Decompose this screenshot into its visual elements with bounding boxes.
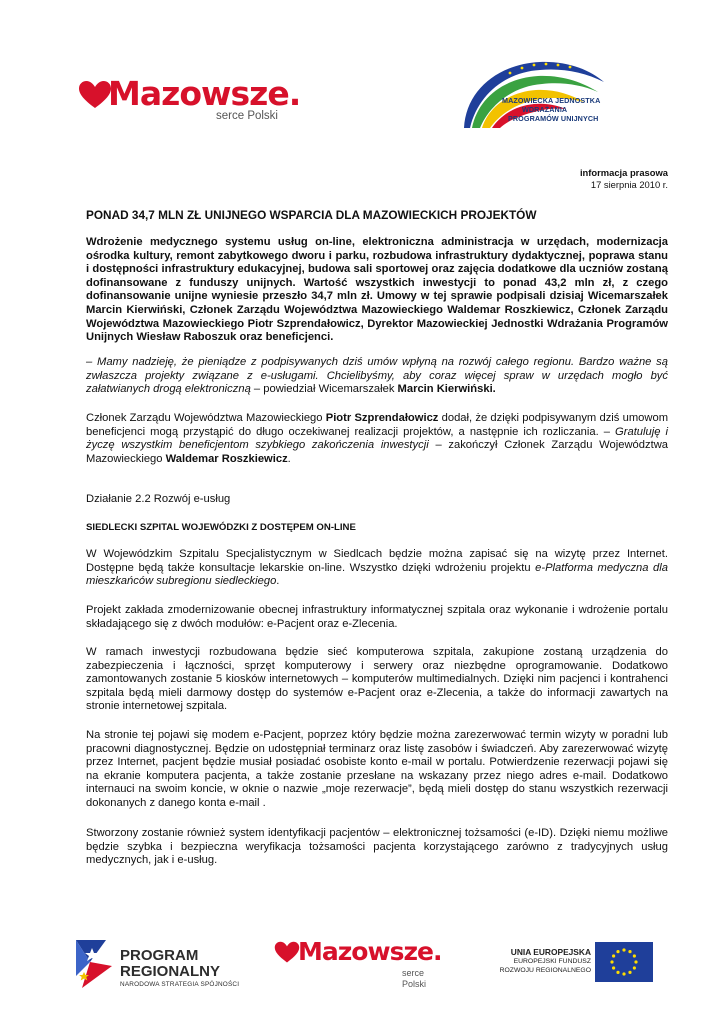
eu-line-2: EUROPEJSKI FUNDUSZ — [513, 958, 591, 965]
mjwpu-name-line1: MAZOWIECKA JEDNOSTKA — [502, 96, 601, 105]
program-line-3: NARODOWA STRATEGIA SPÓJNOŚCI — [120, 981, 240, 988]
mazowsze-tagline: serce Polski — [216, 110, 278, 122]
footer-mazowsze-wordmark: Mazowsze. — [298, 937, 442, 966]
quote-italic: – Mamy nadzieję, że pieniądze z podpisywanych dziś umów wpłyną na rozwój całego regionu. Bardzo ważne są zwłaszcza projekty związane z e-usługami. Chcielibyśmy, aby coraz więcej spraw w urzędach mogło być załatwianych drogą elektroniczną — [86, 356, 668, 396]
footer-heart-icon — [274, 941, 300, 964]
eu-line-3: ROZWOJU REGIONALNEGO — [499, 967, 591, 974]
statement-text-c: – zakończył Członek Zarządu Województwa Mazowieckiego — [86, 439, 668, 465]
statement-text-d: . — [287, 452, 291, 465]
press-info-kind: informacja prasowa — [579, 167, 668, 178]
article-lead: Wdrożenie medycznego systemu usług on-line, elektroniczna administracja w urzędach, modernizacja ośrodka kultury, remont zabytkowego dworu i parku, rozbudowa infrastruktury dydaktycznej, poprawa stanu i dostępności infrastruktury edukacyjnej, budowa sali sportowej oraz zajęcia dodatkowe dla uczniów zostaną dofinansowane z funduszy unijnych. Wartość wszystkich inwestycji to ponad 43,2 mln zł, z czego dofinansowanie unijne wyniesie przeszło 34,7 mln zł. Umowy w tej sprawie podpisali dzisiaj Wicemarszałek Marcin Kierwiński, Członek Zarządu Województwa Mazowieckiego Waldemar Roszkiewicz, Członek Zarządu Województwa Mazowieckiego Piotr Szprendałowicz, Dyrektor Mazowieckiej Jednostki Wdrażania Programów Unijnych Wiesław Raboszuk oraz beneficjenci. — [86, 236, 668, 344]
mazowsze-logo — [78, 74, 301, 126]
hospital-paragraph-1-end: . — [276, 575, 280, 588]
eu-line-1: UNIA EUROPEJSKA — [510, 947, 591, 957]
quote-attribution: – powiedział Wicemarszałek — [250, 383, 398, 396]
project-name: e-Platforma medyczna dla mieszkańców subregionu siedleckiego — [86, 561, 668, 588]
hospital-paragraph-5: Stworzony zostanie również system identyfikacji pacjentów – elektronicznej tożsamości (e-ID). Dzięki niemu możliwe będzie szybka i bezpieczna weryfikacja tożsamości pacjenta korzystającego zarówno z tradycyjnych usług medycznych, jak i e-usług. — [86, 827, 668, 867]
eu-logo — [478, 942, 653, 984]
section-heading: Działanie 2.2 Rozwój e-usług — [86, 493, 231, 505]
footer-mazowsze-tagline: serce Polski — [402, 968, 427, 989]
hospital-paragraph-3: W ramach inwestycji rozbudowana będzie sieć komputerowa szpitala, zakupione zostaną urządzenia do zabezpieczenia i łączności, sprzęt komputerowy i serwery oraz niezbędne oprogramowanie. Dodatkowo zamontowanych zostanie 5 kiosków internetowych – komputerów multimedialnych. Dzięki nim pacjenci i kontrahenci szpitala będą mieli darmowy dostęp do systemów e-Pacjent oraz e-Zlecenia, a także do informacji zawartych na stronie internetowej szpitala. — [86, 646, 668, 713]
press-info-date: 17 sierpnia 2010 r. — [590, 179, 668, 190]
mjwpu-name-line2: WDRAŻANIA — [522, 105, 568, 114]
statement-paragraph — [86, 412, 668, 466]
quote-speaker: Marcin Kierwiński. — [397, 383, 496, 396]
mjwpu-logo — [458, 54, 608, 130]
press-info — [580, 167, 668, 191]
quote-paragraph — [86, 356, 668, 397]
section-subtitle: SIEDLECKI SZPITAL WOJEWÓDZKI Z DOSTĘPEM ON-LINE — [86, 522, 356, 533]
hospital-paragraph-1-text: W Wojewódzkim Szpitalu Specjalistycznym w Siedlcach będzie można zapisać się na wizytę przez Internet. Dostępne będą także konsultacje lekarskie on-line. Wszystko dzięki wdrożeniu projektu — [86, 548, 668, 574]
article-title: PONAD 34,7 MLN ZŁ UNIJNEGO WSPARCIA DLA MAZOWIECKICH PROJEKTÓW — [86, 208, 537, 222]
hospital-paragraph-4: Na stronie tej pojawi się modem e-Pacjent, poprzez który będzie można zarezerwować termin wizyty w poradni lub pracowni diagnostycznej. Będzie on udostępniał terminarz oraz listę zasobów i świadczeń. Aby zarezerwować wizytę przez Internet, pacjent będzie musiał posiadać osobiste konto e-mail w portalu. Potwierdzenie rezerwacji pojawi się na ekranie komputera pacjenta, a także zostanie przesłane na wskazany przez niego adres e-mail. Dodatkowo internauci na swoim koncie, w oknie o nazwie „moje rezerwacje”, będą mieli dostęp do stanu wszystkich rezerwacji dokonanych z danego konta e-mail . — [86, 729, 668, 809]
program-line-2: REGIONALNY — [120, 963, 221, 980]
program-regionalny-logo — [72, 934, 252, 994]
hospital-paragraph-2: Projekt zakłada zmodernizowanie obecnej infrastruktury informatycznej szpitala oraz wykonanie i wdrożenie portalu składającego się z dwóch modułów: e-Pacjent oraz e-Zlecenia. — [86, 604, 668, 630]
heart-icon — [78, 80, 112, 110]
hospital-paragraph-1 — [86, 548, 668, 589]
statement-text-a: Członek Zarządu Województwa Mazowieckiego — [86, 412, 326, 424]
eu-text — [500, 948, 591, 975]
mjwpu-name — [502, 96, 608, 123]
eu-flag-icon — [595, 942, 653, 982]
statement-name-2: Waldemar Roszkiewicz — [165, 452, 288, 465]
statement-italic: Gratuluję i życzę wszystkim beneficjentom szybkiego zakończenia inwestycji — [86, 425, 668, 452]
program-regionalny-icon — [72, 936, 116, 992]
mjwpu-name-line3: PROGRAMÓW UNIJNYCH — [508, 114, 599, 123]
program-line-1: PROGRAM — [120, 947, 199, 964]
statement-name-1: Piotr Szprendałowicz — [325, 412, 439, 424]
statement-text-b: dodał, że dzięki podpisywanym dziś umowom beneficjenci mogą przystąpić do długo oczekiwanej realizacji projektów, a następnie ich rozliczania. – — [86, 412, 669, 438]
mazowsze-wordmark: Mazowsze. — [108, 74, 301, 113]
footer-mazowsze-logo — [274, 937, 442, 989]
